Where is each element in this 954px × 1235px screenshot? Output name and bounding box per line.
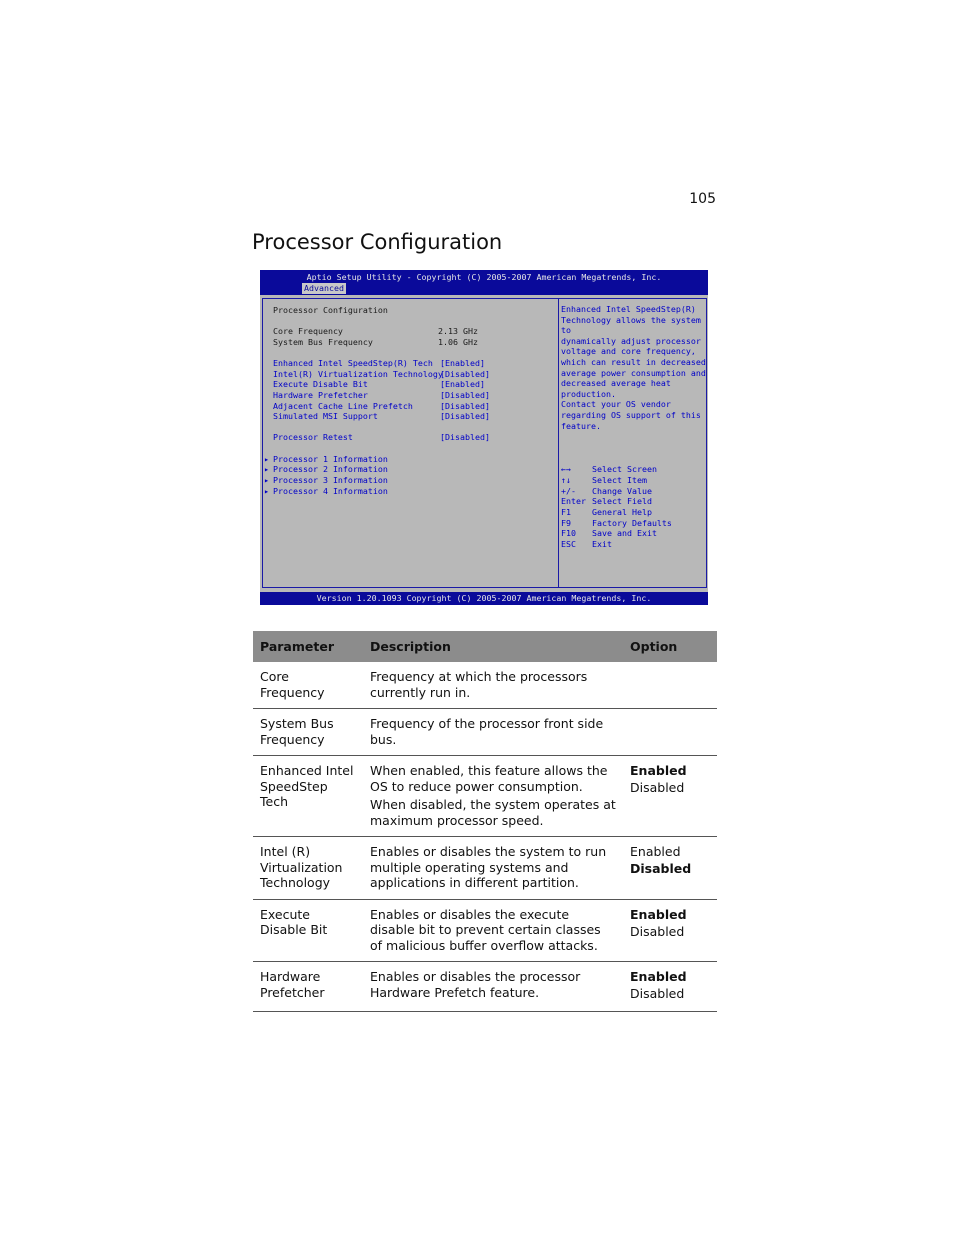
bios-header	[260, 270, 708, 295]
column-header-description: Description	[363, 631, 623, 662]
bios-setting-speedstep[interactable]: Enhanced Intel SpeedStep(R) Tech	[273, 358, 433, 368]
option-cell	[623, 756, 717, 837]
bios-submenu-processor-3[interactable]: Processor 3 Information	[273, 475, 388, 485]
option-default: Enabled	[630, 969, 687, 984]
description-cell	[363, 709, 623, 756]
page-title: Processor Configuration	[252, 230, 503, 254]
option-value: Enabled	[630, 844, 681, 859]
bios-footer	[260, 592, 708, 605]
option-cell	[623, 662, 717, 709]
description-cell	[363, 962, 623, 1012]
parameter-cell: Hardware Prefetcher	[253, 962, 363, 1012]
bios-setting-value[interactable]: [Disabled]	[440, 411, 490, 421]
bios-setting-adjacent-cache[interactable]: Adjacent Cache Line Prefetch	[273, 401, 413, 411]
option-value: Disabled	[630, 986, 685, 1001]
table-row	[253, 962, 717, 1012]
bios-key-desc: Factory Defaults	[592, 518, 672, 528]
table-row	[253, 709, 717, 756]
description-cell	[363, 837, 623, 900]
bios-info-value: 2.13 GHz	[438, 326, 478, 336]
table-header-row	[253, 631, 717, 662]
description-text: Enables or disables the system to run multiple operating systems and applications in different partition.	[370, 844, 607, 890]
option-cell	[623, 962, 717, 1012]
submenu-arrow-icon: ▸	[264, 464, 269, 474]
description-cell	[363, 662, 623, 709]
bios-key: Enter	[561, 496, 586, 506]
bios-main-panel	[262, 298, 559, 588]
column-header-option: Option	[623, 631, 717, 662]
parameter-cell: Intel (R) Virtualization Technology	[253, 837, 363, 900]
bios-setting-value[interactable]: [Disabled]	[440, 432, 490, 442]
bios-setting-execute-disable[interactable]: Execute Disable Bit	[273, 379, 368, 389]
option-cell	[623, 899, 717, 962]
bios-key-desc: Save and Exit	[592, 528, 657, 538]
page-number: 105	[689, 191, 716, 207]
bios-submenu-processor-2[interactable]: Processor 2 Information	[273, 464, 388, 474]
bios-setting-value[interactable]: [Enabled]	[440, 358, 485, 368]
bios-info-value: 1.06 GHz	[438, 337, 478, 347]
bios-key-desc: Select Screen	[592, 464, 657, 474]
bios-key: F9	[561, 518, 571, 528]
bios-key-desc: Exit	[592, 539, 612, 549]
bios-footer-text: Version 1.20.1093 Copyright (C) 2005-2007 American Megatrends, Inc.	[316, 593, 652, 603]
bios-key-desc: General Help	[592, 507, 652, 517]
bios-setting-virtualization[interactable]: Intel(R) Virtualization Technology	[273, 369, 443, 379]
bios-key-desc: Select Item	[592, 475, 647, 485]
bios-submenu-processor-1[interactable]: Processor 1 Information	[273, 454, 388, 464]
bios-setting-retest[interactable]: Processor Retest	[273, 432, 353, 442]
bios-key: F10	[561, 528, 576, 538]
bios-key: +/-	[561, 486, 576, 496]
column-header-parameter: Parameter	[253, 631, 363, 662]
bios-setting-value[interactable]: [Disabled]	[440, 401, 490, 411]
parameter-cell: Enhanced Intel SpeedStep Tech	[253, 756, 363, 837]
option-default: Enabled	[630, 906, 687, 922]
bios-setting-msi[interactable]: Simulated MSI Support	[273, 411, 378, 421]
submenu-arrow-icon: ▸	[264, 454, 269, 464]
bios-setting-value[interactable]: [Enabled]	[440, 379, 485, 389]
option-value: Disabled	[630, 923, 685, 939]
parameter-cell: System Bus Frequency	[253, 709, 363, 756]
bios-key: F1	[561, 507, 571, 517]
bios-info-label: Core Frequency	[273, 326, 343, 336]
bios-header-title: Aptio Setup Utility - Copyright (C) 2005-2007 American Megatrends, Inc.	[306, 272, 662, 282]
description-text: Enables or disables the execute disable bit to prevent certain classes of malicious buffer overflow attacks.	[370, 906, 601, 953]
bios-key: ↑↓	[561, 475, 571, 485]
bios-setting-value[interactable]: [Disabled]	[440, 369, 490, 379]
option-cell	[623, 709, 717, 756]
description-text: Enables or disables the processor Hardware Prefetch feature.	[370, 969, 581, 1000]
parameter-table	[253, 631, 717, 1012]
bios-screenshot	[260, 270, 708, 605]
option-default: Disabled	[630, 861, 692, 876]
bios-help-panel	[558, 298, 707, 588]
table-row	[253, 837, 717, 900]
table-row	[253, 756, 717, 837]
description-cell	[363, 756, 623, 837]
bios-key: ←→	[561, 464, 571, 474]
description-text: When enabled, this feature allows the OS to reduce power consumption.	[370, 763, 608, 794]
bios-tab-advanced[interactable]: Advanced	[304, 283, 344, 293]
submenu-arrow-icon: ▸	[264, 475, 269, 485]
bios-help-text: Enhanced Intel SpeedStep(R) Technology allows the system to dynamically adjust processor voltage and core frequency, which can result in decreased average power consumption and decreased average heat production. Contact your OS vendor regarding OS support of this feature.	[561, 304, 706, 431]
parameter-cell: Execute Disable Bit	[253, 899, 363, 962]
option-cell	[623, 837, 717, 900]
bios-key: ESC	[561, 539, 576, 549]
bios-section-title: Processor Configuration	[273, 305, 388, 315]
parameter-cell: Core Frequency	[253, 662, 363, 709]
bios-setting-value[interactable]: [Disabled]	[440, 390, 490, 400]
submenu-arrow-icon: ▸	[264, 486, 269, 496]
bios-key-desc: Change Value	[592, 486, 652, 496]
description-text: Frequency of the processor front side bus.	[370, 716, 604, 747]
description-text: Frequency at which the processors currently run in.	[370, 669, 588, 700]
table-row	[253, 662, 717, 709]
bios-info-label: System Bus Frequency	[273, 337, 373, 347]
description-text: When disabled, the system operates at maximum processor speed.	[370, 797, 616, 828]
table-row	[253, 899, 717, 962]
description-cell	[363, 899, 623, 962]
bios-submenu-processor-4[interactable]: Processor 4 Information	[273, 486, 388, 496]
bios-setting-hw-prefetcher[interactable]: Hardware Prefetcher	[273, 390, 368, 400]
option-value: Disabled	[630, 780, 685, 795]
option-default: Enabled	[630, 763, 687, 778]
bios-key-desc: Select Field	[592, 496, 652, 506]
